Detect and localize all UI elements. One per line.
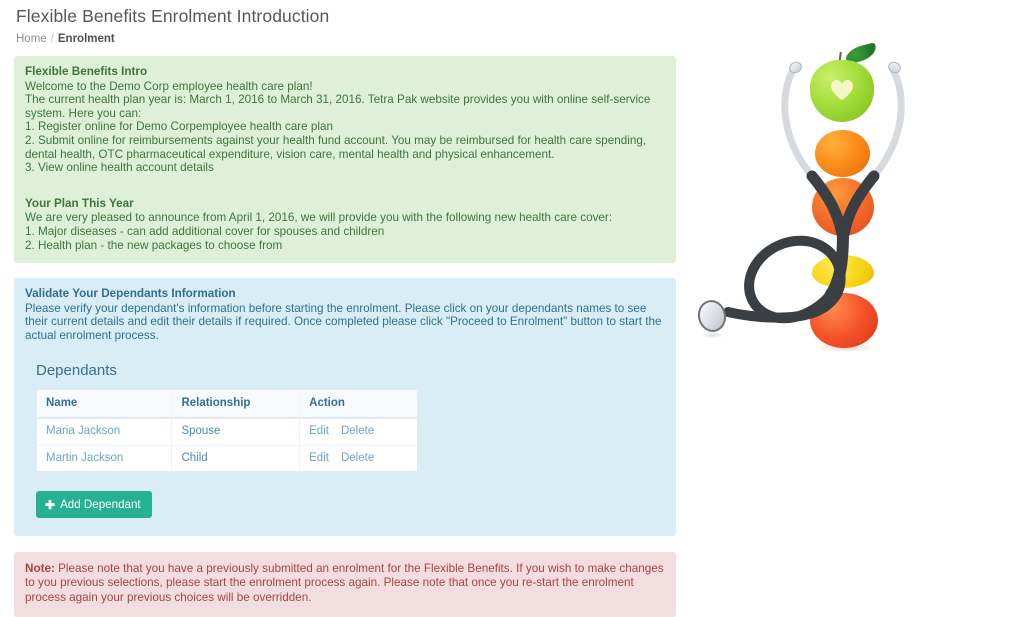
edit-link[interactable]: Edit [309,425,329,438]
validate-panel-body: Please verify your dependant's information before starting the enrolment. Please click on your dependants names to see their current details and edit their details if required. Once completed please click "Proceed to Enrolment" button to start the actual enrolment process. [25,301,662,342]
dependants-table-head [37,389,418,418]
cell-name [37,418,172,445]
intro-panel [14,56,676,263]
table-header-row [37,389,418,418]
intro-line-4: 2. Submit online for reimbursements against your health fund account. You may be reimbursed for health care spending, dental health, OTC pharmaceutical expenditure, vision care, mental health and physical enhancement. [25,133,647,161]
plan-line-1: We are very pleased to announce from April 1, 2016, we will provide you with the following new health care cover: [25,211,613,225]
cell-action [300,445,418,472]
stethoscope-icon [690,0,1024,380]
add-dependant-label: Add Dependant [60,498,141,512]
cell-relationship: Spouse [172,418,300,445]
edit-link[interactable]: Edit [309,451,329,464]
hero-image-inner [690,0,1024,380]
column-header-relationship: Relationship [172,389,300,418]
chest-piece-shadow [702,332,724,338]
table-row [37,418,418,445]
plan-line-2: 1. Major diseases - can add additional cover for spouses and children [25,224,385,238]
cell-relationship: Child [172,445,300,472]
cell-name [37,445,172,472]
note-label: Note: [25,562,55,576]
dependants-table-body [37,418,418,472]
breadcrumb-separator: / [50,33,54,45]
validate-dependants-panel [14,278,676,536]
intro-panel-spacer [25,175,665,197]
note-text: Please note that you have a previously submitted an enrolment for the Flexible Benefits. If you wish to make changes to you previous selections, please start the enrolment process again. Please note that once you re-start the enrolment process again your previous choices will be overridden. [25,562,664,604]
plan-line-3: 2. Health plan - the new packages to choose from [25,238,283,252]
validate-panel-heading: Validate Your Dependants Information [25,287,236,301]
dependants-subheading: Dependants [36,361,117,379]
hero-image-stethoscope-fruits [690,0,1024,541]
intro-line-1: Welcome to the Demo Corp employee health care plan! [25,79,313,93]
table-row [37,445,418,472]
plus-icon: ✚ [45,497,56,512]
dependants-table [36,389,418,473]
delete-link[interactable]: Delete [340,451,375,464]
column-header-action: Action [300,389,418,418]
dependant-name-link[interactable]: Maria Jackson [46,425,121,438]
breadcrumb-link-home[interactable]: Home [16,33,47,45]
column-header-name: Name [37,389,172,418]
delete-link[interactable]: Delete [340,425,375,438]
breadcrumb-current-enrolment: Enrolment [57,33,115,45]
cell-action [300,418,418,445]
intro-line-5: 3. View online health account details [25,161,214,175]
intro-line-2: The current health plan year is: March 1, 2016 to March 31, 2016. Tetra Pak website provides you with online self-service system. Here you can: [25,93,651,120]
breadcrumb [14,28,676,46]
add-dependant-button[interactable] [36,491,152,518]
plan-year-heading: Your Plan This Year [25,196,134,210]
dependant-name-link[interactable]: Martin Jackson [46,451,124,464]
intro-panel-heading: Flexible Benefits Intro [25,65,148,78]
intro-line-3: 1. Register online for Demo Corpemployee health care plan [25,120,333,134]
page-title: Flexible Benefits Enrolment Introduction [16,6,330,26]
note-panel [14,552,676,617]
